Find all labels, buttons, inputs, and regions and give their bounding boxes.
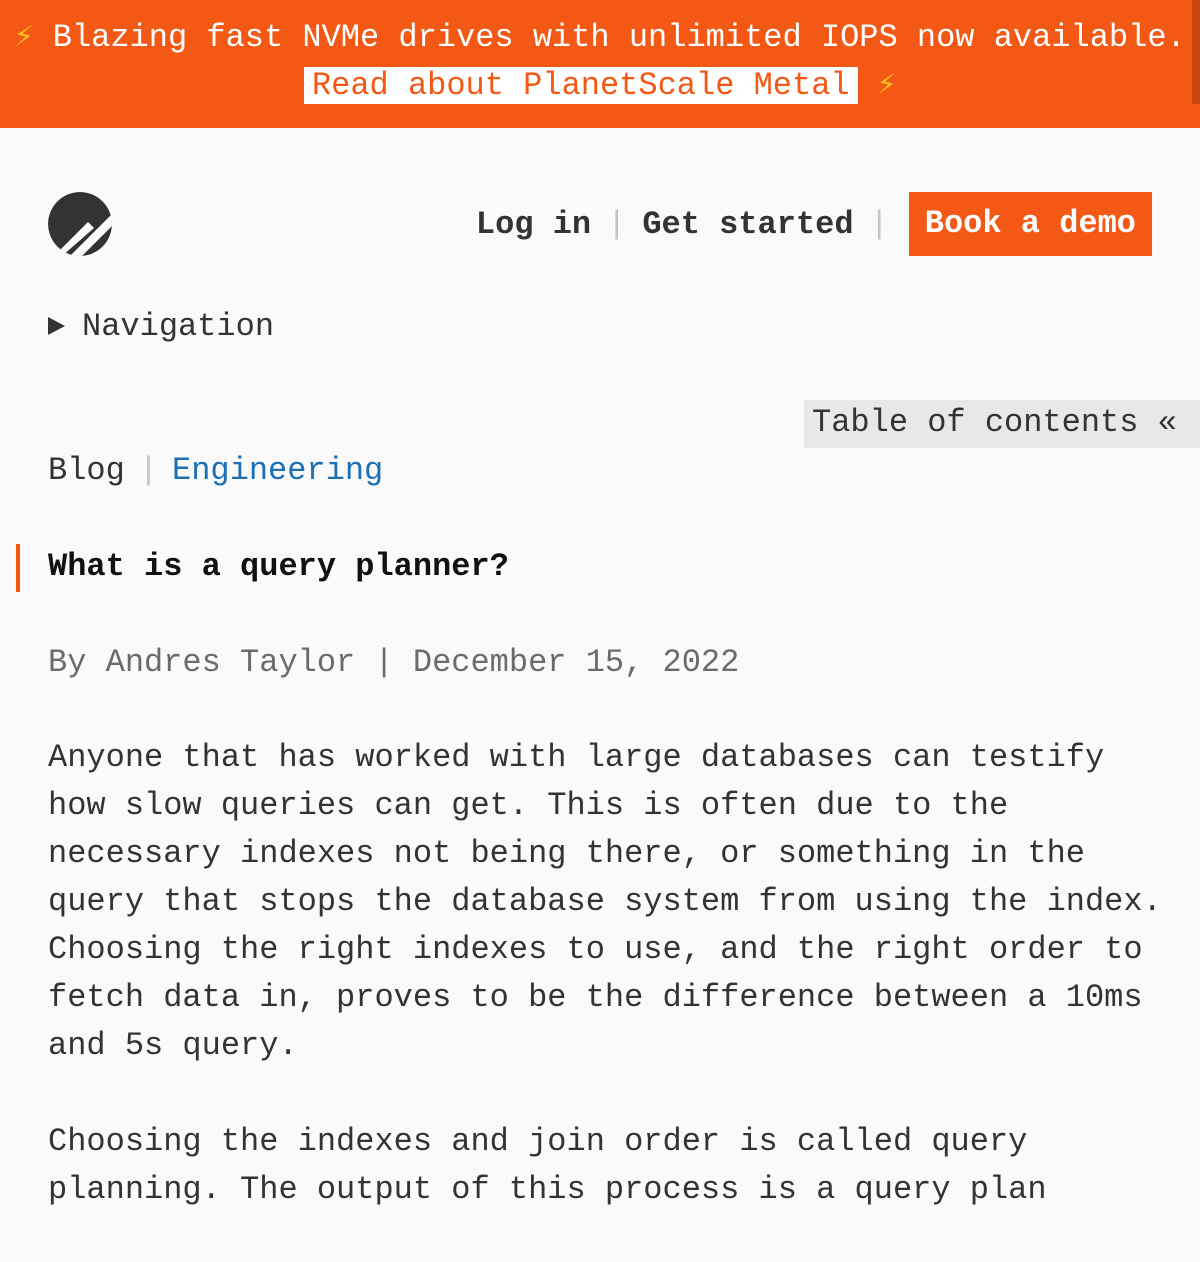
breadcrumb-engineering-link[interactable]: Engineering xyxy=(172,452,384,489)
disclosure-triangle-icon xyxy=(48,317,65,335)
article-paragraph: Choosing the indexes and join order is called query planning. The output of this process is a query plan xyxy=(48,1123,1047,1208)
banner-metal-link[interactable]: Read about PlanetScale Metal xyxy=(304,67,858,104)
book-demo-button[interactable]: Book a demo xyxy=(909,192,1152,256)
planetscale-logo-icon[interactable] xyxy=(48,192,112,256)
lightning-bolt-icon: ⚡ xyxy=(14,19,34,56)
article-paragraph: Anyone that has worked with large databases can testify how slow queries can get. This is often due to the necessary indexes not being there, or something in the query that stops the database system from using the index. Choosing the right indexes to use, and the right order to fetch data in, proves to be the difference between a 10ms and 5s query. xyxy=(48,739,1162,1064)
breadcrumb xyxy=(48,447,383,495)
navigation-toggle-label: Navigation xyxy=(82,307,275,345)
table-of-contents-button[interactable]: Table of contents « xyxy=(804,400,1200,448)
nav-separator: | xyxy=(869,205,889,243)
navigation-toggle[interactable] xyxy=(48,304,274,348)
breadcrumb-blog[interactable]: Blog xyxy=(48,452,125,489)
header-nav xyxy=(476,192,1152,256)
article-byline: By Andres Taylor | December 15, 2022 xyxy=(48,644,740,681)
nav-separator: | xyxy=(607,205,627,243)
banner-text: Blazing fast NVMe drives with unlimited IOPS now available. xyxy=(52,19,1186,56)
get-started-link[interactable]: Get started xyxy=(642,205,854,243)
lightning-bolt-icon: ⚡ xyxy=(876,67,897,104)
page-title: What is a query planner? xyxy=(48,548,509,585)
breadcrumb-separator: | xyxy=(138,452,159,489)
login-link[interactable]: Log in xyxy=(475,205,592,243)
banner-scrollbar[interactable] xyxy=(1192,0,1200,104)
logo-graphic xyxy=(48,192,112,256)
announcement-banner xyxy=(0,0,1200,128)
article-title-block xyxy=(16,544,509,592)
article-body xyxy=(48,734,1168,1262)
